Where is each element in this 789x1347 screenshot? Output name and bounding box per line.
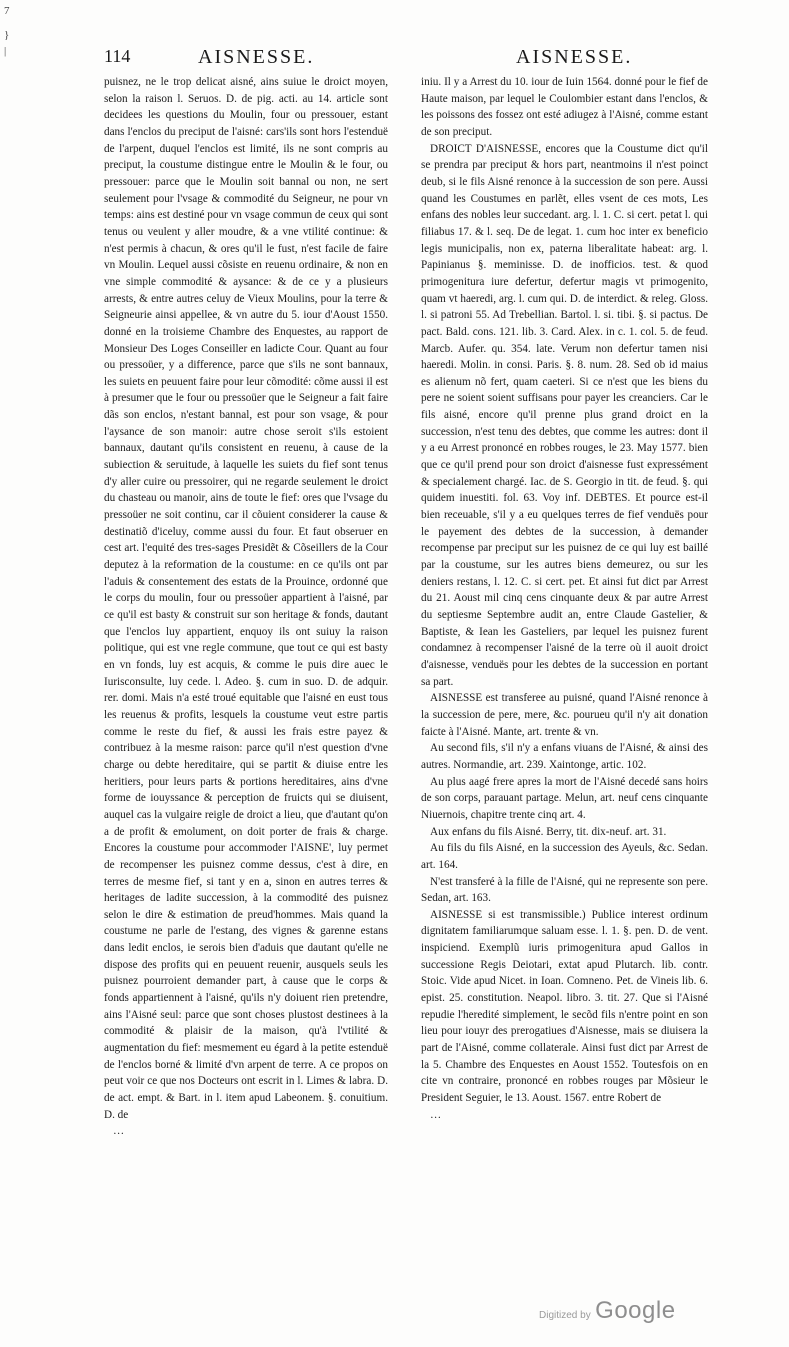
margin-mark: 7 [4, 5, 10, 17]
left-column [104, 74, 388, 1284]
running-head-right: AISNESSE. [516, 46, 633, 68]
running-head-left: AISNESSE. [198, 46, 315, 68]
margin-mark: | [4, 45, 7, 57]
paragraph: N'est transferé à la fille de l'Aisné, qui ne represente son pere. Sedan, art. 163. [421, 875, 708, 905]
paragraph: Aux enfans du fils Aisné. Berry, tit. dix-neuf. art. 31. [430, 825, 667, 838]
paragraph: Au second fils, s'il n'y a enfans viuans de l'Aisné, & ainsi des autres. Normandie, art. 239. Xaintonge, artic. 102. [421, 742, 708, 771]
paragraph: puisnez, ne le trop delicat aisné, ains suiue le droict moyen, selon la raison l. Seruos. D. de pig. acti. au 14. article sont decidees les questions du Moulin, four ou pressouer, estant dans l'enclos du preciput de l'aisné: cars'ils sont hors l'estenduë de l'arpent, duquel l'enclos est limité, ils ne sont compris au preciput, la coustume distingue entre le Moulin & le four, ou pressouer: parce que le Moulin soit bannal ou non, ne sert seulement pour l'vsage & commodité du Seigneur, ne pour vn temps: ains est destiné pour vn vsage commun de ceux qui sont tenus ou veulent y aller moudre, & a vne vtilité continue: & n'est permis à chacun, & ores qu'il le fust, n'est facile de faire vn Moulin. Lequel aussi cõsiste en reuenu ordinaire, & non en vne simple commodité & aysance: & de ce y a plusieurs arrests, & entre autres celuy de Vieux Moulins, pour la terre & Seigneurie ainsi appellee, & vn autre du 5. iour d'Aoust 1550. donné en la troisieme Chambre des Enquestes, au rapport de Monsieur Des Loges Conseiller en ladicte Cour. Quant au four ou pressoüer, y a difference, parce que s'ils ne sont bannaux, les suiets en peuuent faire pour leur cõmodité: cõme aussi il est à presumer que le four ou pressoüer que le Seigneur a fait faire dãs son enclos, n'estant bannal, est pour son vsage, & pour l'aysance de son manoir: autre chose seroit s'ils estoient bannaux, dautant qu'ils consistent en reuenu, à cause de la subiection & seruitude, à laquelle les suiets du fief sont tenus d'y aller cuire ou pressoirer, qui ne regarde seulement le droict du chasteau ou manoir, ains de toute le fief: ores que l'vsage du pressoüer ne soit continu, car il cõuient considerer la cause & destinatiõ d'iceluy, comme aussi du four. Et faut obseruer en cest art. l'equité des tres-sages Presidẽt & Cõseillers de la Cour deputez à la reformation de la coustume: en ce qu'ils ont par l'aduis & consentement des estats de la Prouince, ordonné que le corps du moulin, four ou pressoüer appartient à l'aisné, par ce qu'il est basty & construit sur son heritage & fonds, dautant que l'enclos luy appartient, enquoy ils ont suiuy la raison politique, qui est vne regle commune, que tout ce qui est basty en vn fonds, luy est acquis, & comme le puis dire auec le Iurisconsulte, luy cede. l. Adeo. §. cum in suo. D. de adquir. rer. domi. Mais n'a esté troué equitable que l'aisné en eust tous les reuenus & profits, lesquels la coustume veut estre partis comme le reste du fief, & aussi les frais estre payez & contribuez à la mesme raison: parce qu'il n'est question d'vne charge ou debte hereditaire, qui se partit & diuise entre les heritiers, pour leurs parts & portions hereditaires, ains d'vne forme de iouyssance & perception de fruicts qui se diuisent, auquel cas la vulgaire reigle de droict a lieu, que d'autant qu'on a de profit & emolument, on doit porter de frais & charge. Encores la coustume pour accommoder l'AISNE', luy permet de recompenser les puisnez comme dessus, c'est à dire, en terres de mesme fief, si tant y en a, sinon en autres terres & heritages de ladite succession, à la commodité des puisnez selon le dire & estimation de preud'hommes. Mais quand la coustume ne parle de l'estang, des vignes & garenne estans dans ledit enclos, ie serois bien d'aduis que dautant qu'elle ne dispose des profits qui en peuuent reuenir, ausquels seuls les puisnez pourroient demander part, à cause que le corps & fonds appartiennent à l'aisné, qu'ils n'y doiuent rien pretendre, ains l'Aisné seul: parce que sont choses plustost destinees à la commodité & plaisir de la maison, qu'à l'vtilité & augmentation du fief: mesmement eu égard à la petite estenduë de l'enclos borné & limité d'vn arpent de terre. A ce propos on peut voir ce que nos Docteurs ont escrit in l. Limes & labra. D. de act. empt. & Bart. in l. item apud Labeonem. §. conuitium. D. de [104, 76, 388, 1121]
right-column [421, 74, 708, 1284]
paragraph: … [113, 1125, 125, 1138]
margin-mark: } [4, 29, 10, 41]
google-logo: Google [595, 1297, 676, 1324]
paragraph: AISNESSE si est transmissible.) Publice interest ordinum dignitatem familiarumque saluam esse. l. 1. §. pen. D. de vent. inspiciend. Exemplũ iuris primogenitura apud Gallos in successione Regis Deiotari, extat apud Plutarch. lib. contr. Stoic. Vide apud Nicet. in Ioan. Comneno. Pet. de Vineis lib. 6. epist. 25. constitution. Neapol. libro. 3. tit. 27. Que si l'Aisné repudie l'heredité simplement, le secõd fils n'entre point en son lieu pour iouyr des prerogatiues d'Aisnesse, mais se diuisera la part de l'Aisné, comme collaterale. Ainsi fust dict par Arrest de la 5. Chambre des Enquestes en Aoust 1552. Toutesfois on en cite vn contraire, prononcé en robbes rouges par Mõsieur le President Seguier, le 13. Aoust. 1567. entre Robert de [421, 908, 708, 1105]
watermark-prefix: Digitized by [539, 1310, 591, 1321]
paragraph: Au plus aagé frere apres la mort de l'Aisné decedé sans hoirs de son corps, parauant partage. Melun, art. neuf cens cinquante Niuernois, chapitre trente cinq art. 4. [421, 775, 708, 821]
paragraph: AISNESSE est transferee au puisné, quand l'Aisné renonce à la succession de pere, mere, &c. pourueu qu'il n'y ait donation faicte à l'Aisné. Mante, art. trente & vn. [421, 692, 708, 738]
paragraph: iniu. Il y a Arrest du 10. iour de Iuin 1564. donné pour le fief de Haute maison, par lequel le Coulombier estant dans l'enclos, & les poissons des fossez ont esté adiugez à l'Aisné, comme estant de son preciput. [421, 76, 708, 138]
page-number: 114 [104, 46, 131, 66]
digitized-watermark [539, 1297, 676, 1325]
paragraph: DROICT D'AISNESSE, encores que la Coustume dict qu'il se prendra par preciput & hors part, neantmoins il n'est poinct deub, si le fils Aisné renonce à la succession de son pere. Aussi quand les Coustumes en parlẽt, elles vsent de ces mots, Les enfans des nobles leur succedant. arg. l. 1. C. si cert. petat l. qui filiabus 17. & l. seq. De de legat. 1. cum hoc inter ex beneficio legis municipalis, non ex, paterna liberalitate habeat: arg. l. Papinianus §. meminisse. D. de inofficios. test. & quod primogenitura iure defertur, defertur magis vt primogenito, quam vt haeredi, arg. l. cum qui. D. de interdict. & releg. Gloss. l. si patroni 55. Ad Trebellian. Bartol. l. si. tibi. §. si pactus. De pact. Bald. cons. 121. lib. 3. Card. Alex. in c. 1. col. 5. de feud. Marcb. Aufer. qu. 354. late. Verum non defertur tamen nisi haeredi. Molin. in consi. Paris. §. 8. num. 28. Sed ob id maius es alienum nõ fert, quam caeteri. Si ce n'est que les biens du pere ne soient soient suffisans pour payer les creanciers. Car le fils aisné, encore qu'il prenne plus grand droict en la succession, n'est tenu des debtes, que comme les autres: dont il y a eu Arrest prononcé en robbes rouges, le 23. May 1577. bien que ce qu'il prend pour son droict d'aisnesse fust expressément & specialement chargé. Iac. de S. Georgio in tit. de feud. §. qui quidem inuestiti. fol. 63. Voy inf. DEBTES. Et pource est-il bien receuable, s'il y a eu quelques terres de fief venduës pour le payement des debtes de la succession, à demander recompense par preciput sur les puisnez de ce qui luy est baillé par la coustume, sur les autres biens demeurez, ou sur les deniers restans, l. 12. C. si cert. pet. Et ainsi fut dict par Arrest du 21. Aoust mil cinq cens cinquante deux & par autre Arrest du septiesme Septembre audit an, entre Claude Gastelier, & Baptiste, & Iean les Gasteliers, par lequel les puisnez furent condamnez à recompenser l'aisné de la terre où il auoit droict d'aisnesse, venduës pour les debtes de la succession en portant sa part. [421, 142, 708, 688]
paragraph: … [430, 1108, 442, 1121]
paragraph: Au fils du fils Aisné, en la succession des Ayeuls, &c. Sedan. art. 164. [421, 842, 708, 871]
